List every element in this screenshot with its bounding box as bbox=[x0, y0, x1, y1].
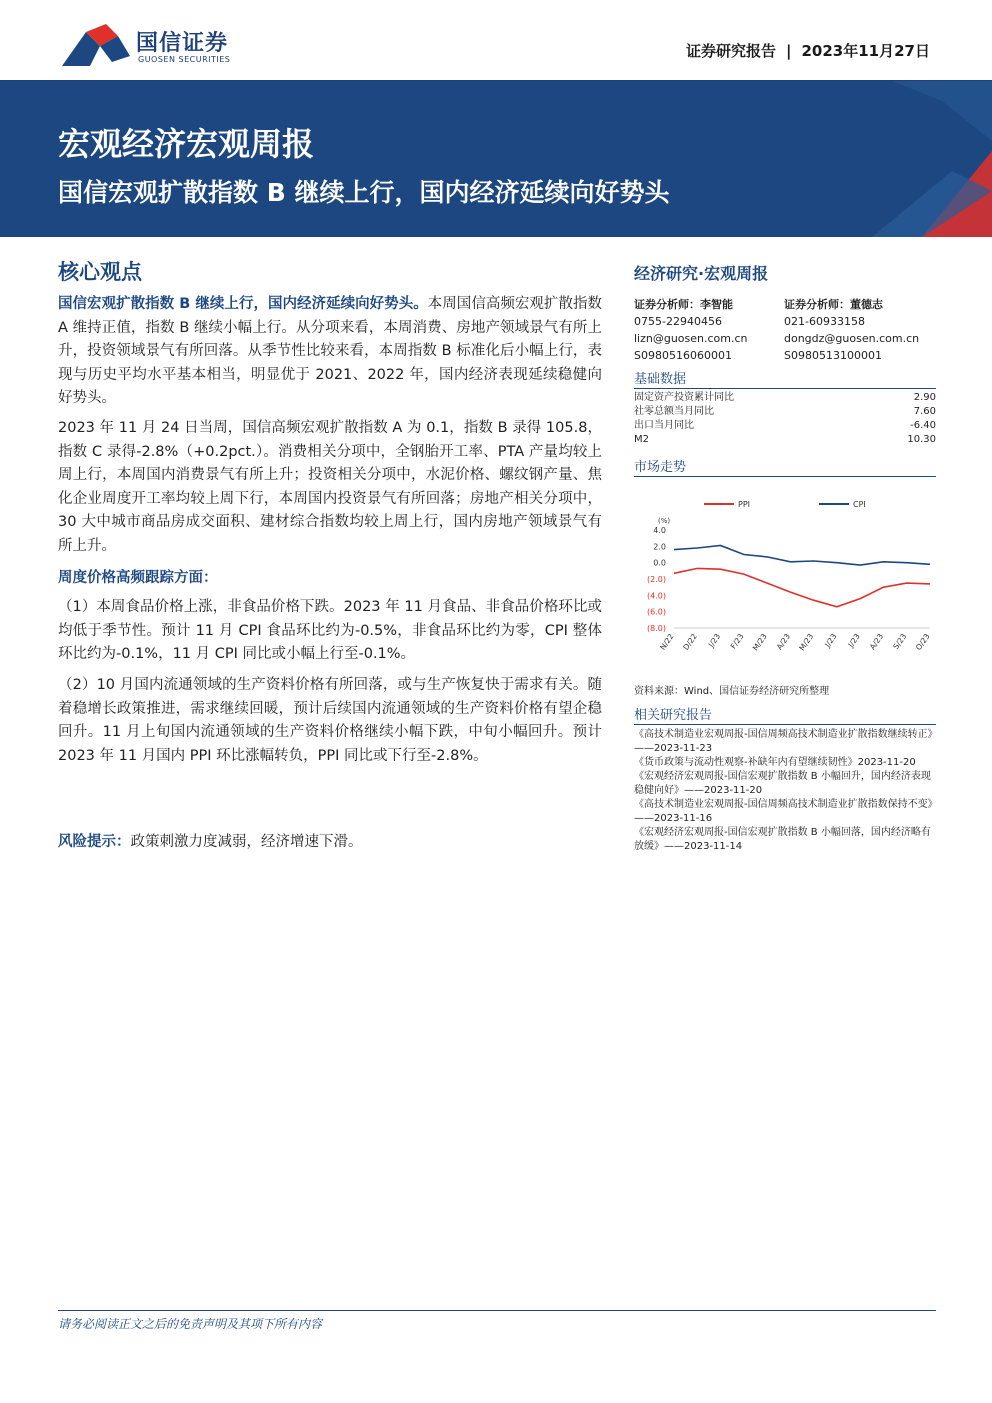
banner-decoration bbox=[862, 81, 992, 237]
row-value: 10.30 bbox=[907, 434, 936, 445]
x-tick-label: N/22 bbox=[658, 631, 676, 652]
x-tick-label: J/23 bbox=[822, 631, 839, 649]
basic-data-row bbox=[634, 405, 936, 419]
footer-divider bbox=[58, 1310, 936, 1311]
logo-english-name: GUOSEN SECURITIES bbox=[138, 55, 231, 64]
report-series-title: 宏观经济宏观周报 bbox=[58, 125, 315, 163]
legend-label: PPI bbox=[738, 500, 751, 509]
risk-label: 风险提示： bbox=[58, 834, 131, 850]
y-tick-label: (8.0) bbox=[647, 624, 666, 633]
x-tick-label: J/23 bbox=[846, 631, 862, 649]
related-report-item[interactable]: 《宏观经济宏观周报-国信宏观扩散指数 B 小幅回升，国内经济表现稳健向好》——2023-11-20 bbox=[634, 771, 931, 796]
core-paragraph-2: 2023 年 11 月 24 日当周，国信高频宏观扩散指数 A 为 0.1，指数 B 录得 105.8，指数 C 录得-2.8%（+0.2pct.）。消费相关分项中，全钢胎开工率、PTA 产量均较上周上行，本周国内消费景气有所上升；投资相关分项中，水泥价格、螺纹钢产量、焦化企业周度开工率均较上周下行，本周国内投资景气有所回落；房地产相关分项中，30 大中城市商品房成交面积、建材综合指数均较上周上行，国内房地产领域景气有所上升。 bbox=[58, 420, 602, 554]
logo-chinese-name: 国信证券 bbox=[136, 31, 229, 56]
y-tick-label: (2.0) bbox=[647, 575, 666, 584]
price-paragraph-1: （1）本周食品价格上涨，非食品价格下跌。2023 年 11 月食品、非食品价格环比或均低于季节性。预计 11 月 CPI 食品环比约为-0.5%，非食品环比约为零，CPI 整体环比约为-0.1%，11 月 CPI 同比或小幅上行至-0.1%。 bbox=[58, 599, 602, 662]
basic-data-heading: 基础数据 bbox=[634, 368, 936, 389]
price-paragraph-2: （2）10 月国内流通领域的生产资料价格有所回落，或与生产恢复快于需求有关。随着稳增长政策推进，需求继续回暖，预计后续国内流通领域的生产资料价格有望企稳回升。11 月上旬国内流通领域的生产资料价格继续小幅下跌，中旬小幅回升。预计 2023 年 11 月国内 PPI 环比涨幅转负，PPI 同比或下行至-2.8%。 bbox=[58, 677, 602, 764]
related-report-item[interactable]: 《宏观经济宏观周报-国信宏观扩散指数 B 小幅回落，国内经济略有放缓》——2023-11-14 bbox=[634, 827, 931, 852]
risk-warning bbox=[58, 830, 363, 851]
series-line-ppi bbox=[674, 568, 930, 606]
x-tick-label: M/23 bbox=[750, 631, 769, 653]
related-report-item[interactable]: 《高技术制造业宏观周报-国信周频高技术制造业扩散指数继续转正》——2023-11-23 bbox=[634, 729, 933, 754]
analyst-cert: S0980516060001 bbox=[634, 349, 732, 362]
analyst-name: 证券分析师：李智能 bbox=[634, 298, 733, 311]
legend-label: CPI bbox=[853, 500, 866, 509]
related-report-item[interactable]: 《货币政策与流动性观察-补缺年内有望继续韧性》2023-11-20 bbox=[634, 757, 916, 768]
analyst-phone: 021-60933158 bbox=[784, 315, 865, 328]
report-meta bbox=[686, 40, 930, 61]
core-views-heading: 核心观点 bbox=[58, 260, 142, 284]
title-banner bbox=[0, 81, 992, 237]
y-axis-unit: (%) bbox=[658, 517, 671, 525]
analyst-card bbox=[784, 296, 919, 364]
guosen-logo-icon bbox=[60, 22, 132, 68]
x-tick-label: D/22 bbox=[681, 631, 699, 652]
y-tick-label: 4.0 bbox=[653, 526, 666, 535]
x-tick-label: F/23 bbox=[728, 631, 746, 651]
footer-disclaimer: 请务必阅读正文之后的免责声明及其项下所有内容 bbox=[58, 1317, 323, 1331]
x-tick-label: A/23 bbox=[774, 631, 793, 652]
core-paragraph-1 bbox=[58, 293, 602, 411]
basic-data-row bbox=[634, 419, 936, 433]
row-value: -6.40 bbox=[910, 420, 936, 431]
sidebar-title: 经济研究·宏观周报 bbox=[634, 264, 769, 283]
analyst-card bbox=[634, 296, 748, 364]
x-tick-label: S/23 bbox=[891, 631, 909, 651]
x-tick-label: J/23 bbox=[706, 631, 723, 649]
analyst-cert: S0980513100001 bbox=[784, 349, 882, 362]
row-value: 7.60 bbox=[913, 406, 936, 417]
report-date: 2023年11月27日 bbox=[801, 42, 930, 60]
series-line-cpi bbox=[674, 546, 930, 566]
basic-data-table bbox=[634, 391, 936, 447]
market-trend-heading: 市场走势 bbox=[634, 456, 936, 477]
row-label: M2 bbox=[634, 434, 649, 445]
ppi-cpi-line-chart bbox=[634, 490, 936, 670]
analyst-email[interactable]: dongdz@guosen.com.cn bbox=[784, 332, 920, 345]
report-type: 证券研究报告 bbox=[686, 42, 777, 60]
para1-lead: 国信宏观扩散指数 B 继续上行，国内经济延续向好势头。 bbox=[58, 296, 428, 312]
x-tick-label: O/23 bbox=[913, 631, 932, 652]
y-tick-label: (4.0) bbox=[647, 591, 666, 601]
y-tick-label: (6.0) bbox=[647, 607, 666, 617]
row-label: 固定资产投资累计同比 bbox=[634, 392, 734, 403]
row-label: 社零总额当月同比 bbox=[634, 406, 714, 417]
y-tick-label: 0.0 bbox=[653, 558, 666, 568]
analyst-phone: 0755-22940456 bbox=[634, 315, 722, 328]
meta-separator: | bbox=[786, 42, 792, 60]
analyst-email[interactable]: lizn@guosen.com.cn bbox=[634, 332, 748, 345]
para1-body: 本周国信高频宏观扩散指数 A 维持正值，指数 B 继续小幅上行。从分项来看，本周消费、房地产领域景气有所上升，投资领域景气有所回落。从季节性比较来看，本周指数 B 标准化后小幅上行，表现与历史平均水平基本相当，明显优于 2021、2022 年，国内经济表现延续稳健向好势头。 bbox=[58, 296, 602, 406]
row-label: 出口当月同比 bbox=[634, 420, 694, 431]
report-headline: 国信宏观扩散指数 B 继续上行，国内经济延续向好势头 bbox=[58, 178, 670, 207]
analyst-name: 证券分析师：董德志 bbox=[784, 298, 883, 311]
related-report-item[interactable]: 《高技术制造业宏观周报-国信周频高技术制造业扩散指数保持不变》——2023-11-16 bbox=[634, 799, 933, 824]
row-value: 2.90 bbox=[913, 392, 936, 403]
company-logo bbox=[60, 22, 260, 70]
chart-source: 资料来源：Wind、国信证券经济研究所整理 bbox=[634, 686, 830, 697]
basic-data-row bbox=[634, 433, 936, 447]
related-reports-list bbox=[634, 728, 936, 854]
risk-text: 政策刺激力度减弱，经济增速下滑。 bbox=[130, 834, 363, 850]
x-tick-label: A/23 bbox=[867, 631, 886, 652]
x-tick-label: M/23 bbox=[797, 631, 816, 653]
related-reports-heading: 相关研究报告 bbox=[634, 704, 936, 725]
weekly-price-heading: 周度价格高频跟踪方面： bbox=[58, 570, 218, 586]
basic-data-row bbox=[634, 391, 936, 405]
y-tick-label: 2.0 bbox=[653, 542, 666, 552]
